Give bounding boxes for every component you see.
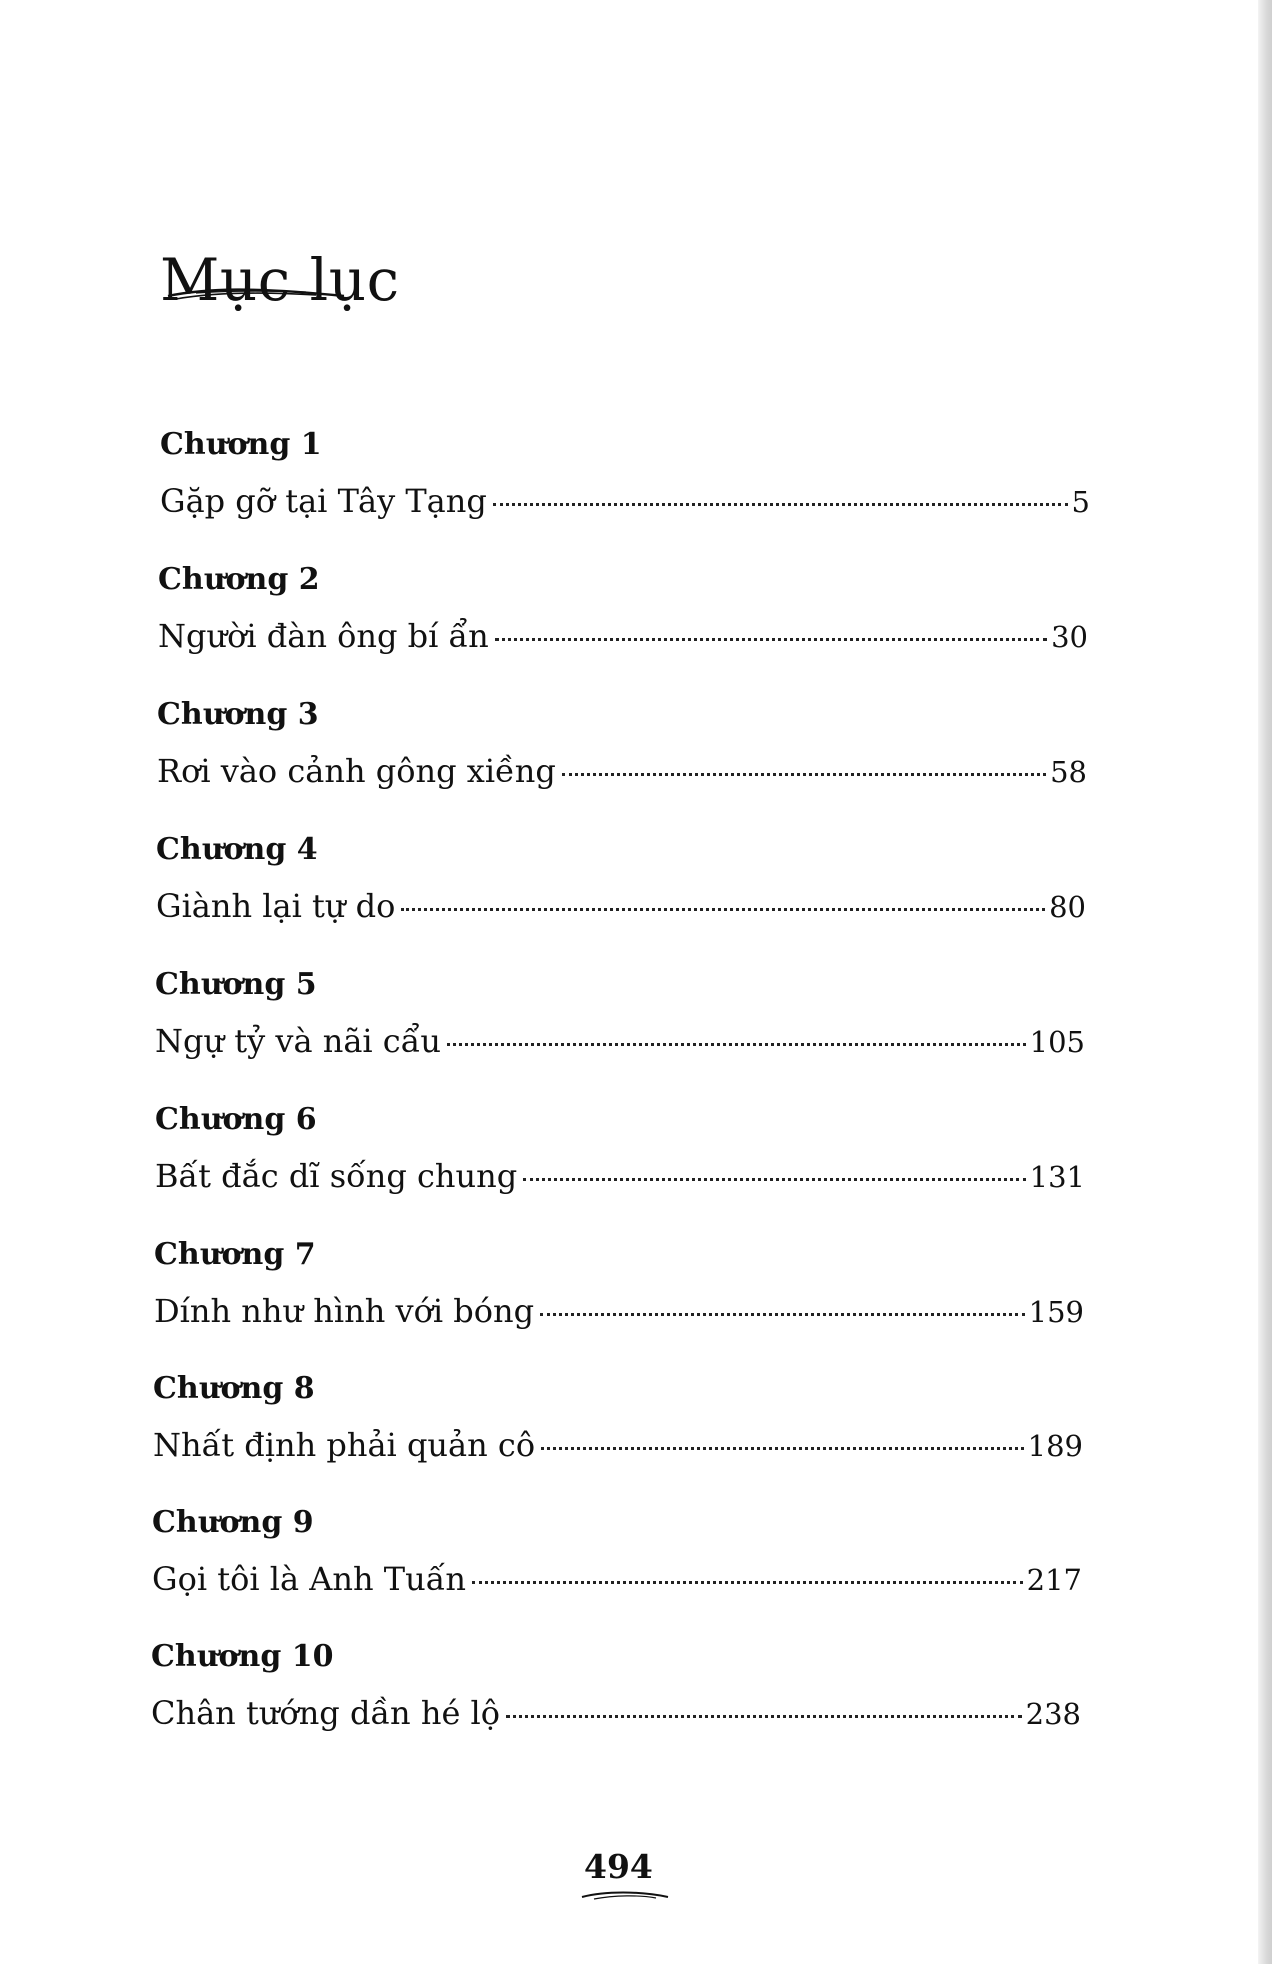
chapter-label: Chương 5 — [155, 967, 317, 1002]
dot-leader — [493, 503, 1068, 506]
toc-line — [154, 1291, 1084, 1332]
chapter-title: Gọi tôi là Anh Tuấn — [152, 1560, 466, 1598]
dot-leader — [506, 1715, 1022, 1718]
chapter-title: Người đàn ông bí ẩn — [158, 617, 489, 655]
chapter-title: Dính như hình với bóng — [154, 1292, 535, 1330]
page-reference: 30 — [1051, 620, 1088, 654]
chapter-title: Giành lại tự do — [156, 887, 396, 925]
dot-leader — [495, 638, 1047, 641]
chapter-label: Chương 3 — [157, 697, 319, 732]
dot-leader — [472, 1581, 1023, 1584]
toc-entry-6[interactable] — [155, 1100, 1085, 1220]
toc-entry-9[interactable] — [152, 1503, 1082, 1623]
dot-leader — [401, 908, 1045, 911]
toc-entry-3[interactable] — [157, 695, 1087, 815]
page-reference: 238 — [1025, 1697, 1081, 1731]
page-number: 494 — [584, 1847, 653, 1886]
toc-entry-2[interactable] — [158, 560, 1088, 680]
toc-entry-10[interactable] — [151, 1637, 1081, 1757]
dot-leader — [447, 1043, 1026, 1046]
page-title: Mục lục — [160, 245, 400, 314]
toc-entry-1[interactable] — [160, 425, 1090, 545]
page-number-flourish-ornament — [580, 1888, 670, 1902]
page-reference: 217 — [1026, 1563, 1082, 1597]
toc-line — [156, 886, 1086, 927]
chapter-label: Chương 7 — [154, 1237, 316, 1272]
toc-entry-4[interactable] — [156, 830, 1086, 950]
chapter-title: Nhất định phải quản cô — [153, 1426, 536, 1464]
chapter-title: Rơi vào cảnh gông xiềng — [157, 752, 556, 790]
toc-entry-5[interactable] — [155, 965, 1085, 1085]
toc-line — [152, 1559, 1082, 1600]
page-reference: 159 — [1028, 1295, 1084, 1329]
page-reference: 131 — [1029, 1160, 1085, 1194]
chapter-title: Ngự tỷ và nãi cẩu — [155, 1022, 441, 1060]
page-reference: 189 — [1027, 1429, 1083, 1463]
dot-leader — [523, 1178, 1025, 1181]
chapter-label: Chương 10 — [151, 1639, 334, 1674]
toc-line — [155, 1021, 1085, 1062]
dot-leader — [541, 1447, 1024, 1450]
toc-line — [157, 751, 1087, 792]
chapter-title: Gặp gỡ tại Tây Tạng — [160, 482, 487, 520]
chapter-label: Chương 2 — [158, 562, 320, 597]
toc-line — [151, 1693, 1081, 1734]
toc-line — [153, 1425, 1083, 1466]
dot-leader — [540, 1313, 1025, 1316]
chapter-title: Bất đắc dĩ sống chung — [155, 1157, 518, 1195]
chapter-label: Chương 9 — [152, 1505, 314, 1540]
toc-line — [158, 616, 1088, 657]
page-reference: 58 — [1050, 755, 1087, 789]
toc-line — [160, 481, 1090, 522]
toc-entry-8[interactable] — [153, 1369, 1083, 1489]
page-reference: 80 — [1049, 890, 1086, 924]
chapter-label: Chương 4 — [156, 832, 318, 867]
dot-leader — [562, 773, 1046, 776]
page-reference: 105 — [1029, 1025, 1085, 1059]
toc-entry-7[interactable] — [154, 1235, 1084, 1355]
chapter-title: Chân tướng dần hé lộ — [151, 1694, 501, 1732]
toc-line — [155, 1156, 1085, 1197]
chapter-label: Chương 6 — [155, 1102, 317, 1137]
chapter-label: Chương 8 — [153, 1371, 315, 1406]
chapter-label: Chương 1 — [160, 427, 322, 462]
page-reference: 5 — [1071, 485, 1090, 519]
